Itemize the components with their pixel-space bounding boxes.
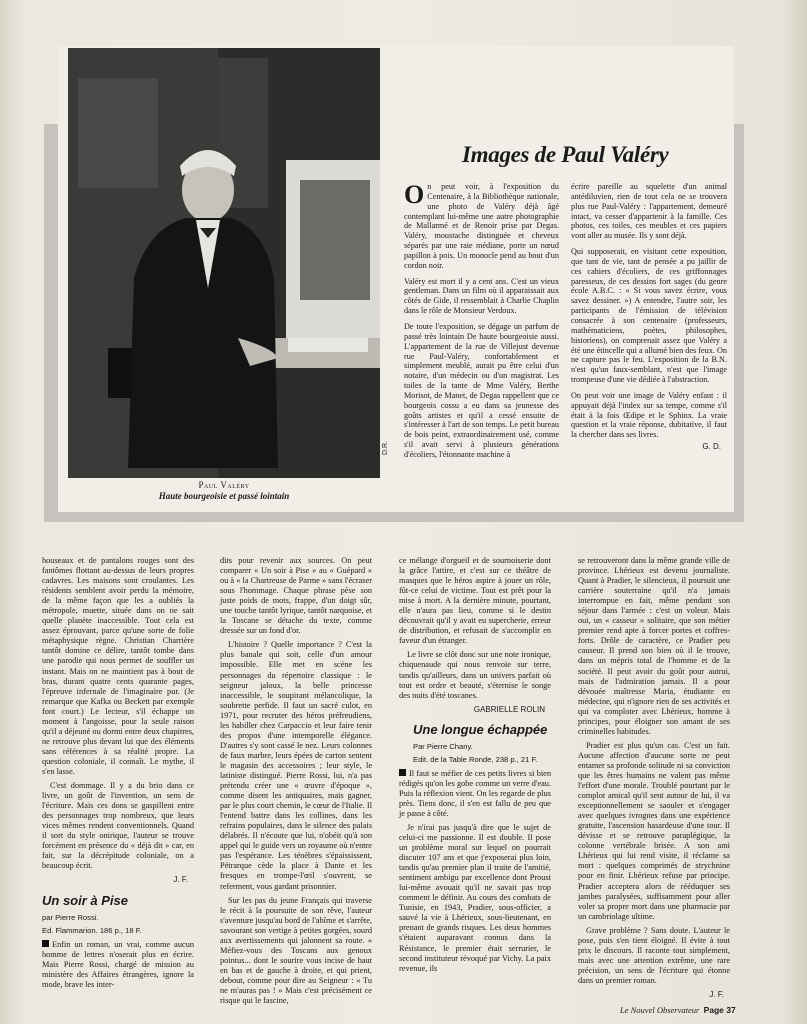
page-footer <box>620 1005 736 1015</box>
feature-signature: G. D. <box>702 442 721 452</box>
paragraph: houseaux et de pantalons rouges sont des fantômes flottant au-dessus de leurs propres cadavres. Les maisons sont croulantes. Les résidents semblent avoir perdu la mémoire, de la même façon que les a oubliés la métropole, muette, située dans on ne sait quelle planète inaccessible. Tout cela est assez éprouvant, parce qu'une sorte de folie métaphysique règne. Christian Charrière tantôt domine ce délire, tantôt tombe dans une parodie qui nous permet de souffler un instant. Mais on ne maintient pas à bout de bras, durant quatre cents quarante pages, l'épreuve infernale de l'imaginaire pur. (Je remarque que Kafka ou Beckett par exemple font court.) Le lecteur, s'il échappe un moment à l'angoisse, pour la seule raison qu'il a déjeuné ou dormi entre deux chapitres, ne retrouve plus devant lui que des éléments sans références à sa réalité propre. La question coloniale, il connaît. Le mythe, il s'en lasse. <box>42 556 194 776</box>
paragraph: Il faut se méfier de ces petits livres si bien rédigés qu'on les gobe comme un verre d'eau. Puis la réflexion vient. On les regarde de plus près. Tiens donc, il s'en est fallu de peu que je passe à côté. <box>399 768 551 818</box>
column-3 <box>399 556 551 978</box>
paragraph: dits pour revenir aux sources. On peut comparer « Un soir à Pise » au « Guépard » ou à « la Chartreuse de Parme » sans l'écraser sous l'hommage. Chaque phrase pèse son juste poids de mots, frappe, d'un doigt sûr, une touche tantôt lyrique, tantôt narquoise, et la Toscane se détache du texte, comme dressée sur un fond d'or. <box>220 556 372 636</box>
valery-photograph <box>68 48 380 478</box>
paragraph: se retrouveront dans la même grande ville de province. Lhérieux est devenu journaliste. Quant à Pradier, le silencieux, il poursuit une carrière souterraine qu'il n'a jamais interrompue en fait, même pendant son séjour dans l'armée : c'est un voleur. Mais oui, un « casseur » solitaire, que son métier premier rend apte à forcer portes et coffres-forts. Drôle de caractère, ce Pradier peu causeur. Il prend son bien où il le trouve, dans un mépris total de l'homme et de la société. Il peut avoir du goût pour autrui, mais de l'admiration jamais. Il a pour dévouée maîtresse Maria, étudiante en médecine, qui n'ignore rien de ses activités et qui va comploter avec Lhérieux, homme à principes, pour éloigner son amant de ses criminelles habitudes. <box>578 556 730 736</box>
paragraph: ce mélange d'orgueil et de sournoiserie dont la grâce l'attire, et c'est sur ce théâtre de masques que le héros aspire à jouer un rôle, fût-ce celui de victime. Tout est prêt pour la mise à mort. A la dernière minute, pourtant, elle n'aura pas lieu, comme si le destin découvrait qu'il y avait eu supercherie, erreur de distribution, et refusait de s'accomplir en faveur d'un étranger. <box>399 556 551 646</box>
feature-paragraph: De toute l'exposition, se dégage un parfum de passé très lointain De haute bourgeoisie aussi. L'appartement de la rue de Villejust devenue rue Paul-Valéry, confortablement et simplement meublé, aurait pu être celui d'un notaire, d'un médecin ou d'un magistrat. Les toiles de la tante de Mme Valéry, Berthe Morisot, de Manet, de Degas rappellent que ce bourgeois cossu a eu dans sa jeunesse des goûts artistes et qu'il a cessé ensuite de s'intéresser à l'art de son temps. Le petit bureau de bois peint, extraordinairement usé, comme s'il avait servi à plusieurs générations d'écoliers, l'étonnante machine à <box>404 321 559 459</box>
review-publisher: Edit. de la Table Ronde, 238 p., 21 F. <box>413 754 538 764</box>
caption-description: Haute bourgeoisie et passé lointain <box>158 491 290 501</box>
feature-paragraph: n peut voir, à l'exposition du Centenaire, à la Bibliothèque nationale, une photo de Valéry déjà âgé contemplant lui-même une autre photographie de Mallarmé et de Renoir prise par Degas. Valéry, moustache distinguée et cheveux séparés par une raie médiane, porte un nœud papillon à pois. Un monocle pend au bout d'un cordon noir. <box>404 182 559 270</box>
feature-paragraph: écrire pareille au squelette d'un animal antédiluvien, rien de tout cela ne se trouvera plus rue Paul-Valéry : l'appartement, demeuré intact, va cesser d'appartenir à la famille. Ces photos, ces toiles, ces meubles et ces papiers vont aller au musée. Ils y sont déjà. <box>571 182 727 241</box>
paragraph: L'histoire ? Quelle importance ? C'est la plus banale qui soit, celle d'un amour impossible. Elle met en scène les personnages du répertoire classique : le seigneur jaloux, la belle princesse inaccessible, le soupirant mélancolique, la soubrette perfide. Il faut un sacré culot, en 1971, pour recruter des héros préfreudiens, les habiller chez Carpaccio et leur faire tenir des propos d'une intemporelle élégance. D'autres s'y sont cassé le nez. Leurs colonnes de faux marbre, leurs épées de carton sentent le magasin des accessoires ; leur style, le latiniste distingué. Pierre Rossi, lui, n'a pas prétendu créer une « œuvre d'époque », comme disent les antiquaires, mais gagner, par le plus court chemin, le cœur de l'Italie. Il l'entend battre dans les collines, dans les refrains populaires, dans le silence des palais délabrés. Il n'écoute que lui, n'obéit qu'à son appel qui le guide vers un royaume où n'entre pas l'espérance. Les ténèbres s'épaississent, Pétrarque cède la place à Dante et les fresques en trompe-l'œil s'ouvrent, se referment, vous gardant prisonnier. <box>220 640 372 891</box>
photo-caption <box>68 480 380 502</box>
feature-column-2 <box>571 182 727 460</box>
review-title: Une longue échappée <box>413 721 548 737</box>
page-number: Page 37 <box>703 1005 736 1015</box>
paragraph: Sur les pas du jeune Français qui traverse le récit à la poursuite de son rêve, l'auteur s'aventure jusqu'au bord de l'abîme et s'arrête, savourant son vertige à petites gorgées, sourd aux avertissements qui jalonnent sa route. « Méfiez-vous des Toscans aux genoux pointus... dont le sourire vous incise de haut en bas et de gauche à droite, et qui prient, debout, comme pour dire au Seigneur : « Tu ne m'auras pas ! » Mais c'est précisément ce risque qui le fascine, <box>220 895 372 1006</box>
paragraph: C'est dommage. Il y a du brio dans ce livre, un goût de l'invention, un sens de l'écriture. Mais ces dons se gaspillent entre des personnages trop nombreux, que leurs vices mêmes rendent conventionnels. Quand il sort du style onirique, l'auteur se trouve forcément en présence du « déjà dit » car, en fait, sur la décrépitude coloniale, on a beaucoup écrit. <box>42 781 194 871</box>
drop-cap: O <box>404 180 425 209</box>
magazine-name: Le Nouvel Observateur <box>620 1005 700 1015</box>
review-title: Un soir à Pise <box>42 892 128 908</box>
signature: J. F. <box>173 875 188 885</box>
feature-paragraph: Valéry est mort il y a cent ans. C'est un vieux gentleman. Dans un film où il apparaissait aux côtés de Gide, il ressemblait à Charlie Chaplin dans le rôle de Monsieur Verdoux. <box>404 276 559 316</box>
photo-credit: D.R. <box>382 441 389 455</box>
review-author: Par Pierre Chany. <box>413 741 473 751</box>
paragraph: Enfin un roman, un vrai, comme aucun homme de lettres n'oserait plus en écrire. Mais Pierre Rossi, chargé de mission au ministère des Affaires étrangères, ignore la mode, brave les inter- <box>42 939 194 989</box>
paragraph: Grave problème ? Sans doute. L'auteur le pose, puis s'en tient éloigné. Il évite à tout prix le discours. Il raconte tout simplement, mais avec une attention extrême, une rare précision, un sens de l'écriture qui étonne dans un premier roman. <box>578 925 730 985</box>
column-1 <box>42 556 194 994</box>
column-4 <box>578 556 730 1008</box>
feature-paragraph: On peut voir une image de Valéry enfant : il appuyait déjà l'index sur sa tempe, comme s'il était à la fois Œdipe et le Sphinx. La vraie question et la vraie réponse, dubitative, il faut la chercher dans ses livres. <box>571 390 727 440</box>
feature-column-1 <box>404 182 559 466</box>
signature: GABRIELLE ROLIN <box>473 704 545 714</box>
review-author: par Pierre Rossi. <box>42 912 99 922</box>
feature-title: Images de Paul Valéry <box>462 142 669 167</box>
caption-name: Paul Valéry <box>198 480 250 490</box>
feature-paragraph: Qui supposerait, en visitant cette exposition, que tant de vie, tant de pensée a pu jaillir de ces cahiers d'écoliers, de ces griffonnages paresseux, de ces dessins fort sages (du genre école A.B.C. : « Si vous savez écrire, vous savez dessiner. ») A entendre, l'autre soir, les participants de l'émission de télévision consacrée à son centenaire (professeurs, mathématiciens, poètes, philosophes, historiens), on comprenait assez que Valéry a été une étincelle qui a allumé bien des feux. On ne capture pas le feu. L'exposition de la B.N. n'est qu'un faux-semblant, n'est que l'image trompeuse d'une vie dédiée à l'abstraction. <box>571 247 727 385</box>
signature: J. F. <box>709 989 724 999</box>
paragraph: Le livre se clôt donc sur une note ironique, chiquenaude qui nous renvoie sur terre, tandis qu'ailleurs, dans un univers parfait où tout est ordre et beauté, s'éternise le songe des nuits d'été toscanes. <box>399 650 551 700</box>
paragraph: Pradier est plus qu'un cas. C'est un fait. Aucune affection d'aucune sorte ne peut entamer sa profonde solitude ni sa conviction que les êtres humains ne valent pas même l'effort d'une morale. Troublé pourtant par le complot amical qu'il sent autour de lui, il va exceptionnellement se saouler et s'engager avec quelques ivrognes dans une expérience gratuite, l'ascension hasardeuse d'une tour. Il dévisse et se retrouve paraplégique, la colonne vertébrale brisée. A son ami Lhérieux qui lui rend visite, il réclame sa mort : quelques comprimés de strychnine pour en finir. Lhérieux refuse par principe. Pradier acceptera alors de rééduquer ses jambes paralysées, suffisamment pour aller voler sa propre mort dans une pharmacie par un cambriolage ultime. <box>578 740 730 921</box>
column-2 <box>220 556 372 1010</box>
section-marker-icon <box>42 940 49 947</box>
section-marker-icon <box>399 769 406 776</box>
review-publisher: Ed. Flammarion. 186 p., 18 F. <box>42 925 142 935</box>
paragraph: Je n'irai pas jusqu'à dire que le sujet de celui-ci me passionne. Il est double. Il pose un problème moral sur lequel on pourrait discuter 107 ans et que j'exposerai plus loin, tandis qu'au premier plan il traite de l'amitié, sentiment ambigu par excellence dont Proust lui-même avouait qu'il ne savait pas trop comment le définir. Au cours des combats de Tunisie, en 1943, Pradier, sous-officier, a sauvé la vie à Lhérieux, sous-lieutenant, en prenant de grands risques. Les deux hommes s'étaient auparavant connus dans la Résistance, le premier était serrurier, le second instituteur révoqué par Vichy. La paix revenue, ils <box>399 822 551 973</box>
